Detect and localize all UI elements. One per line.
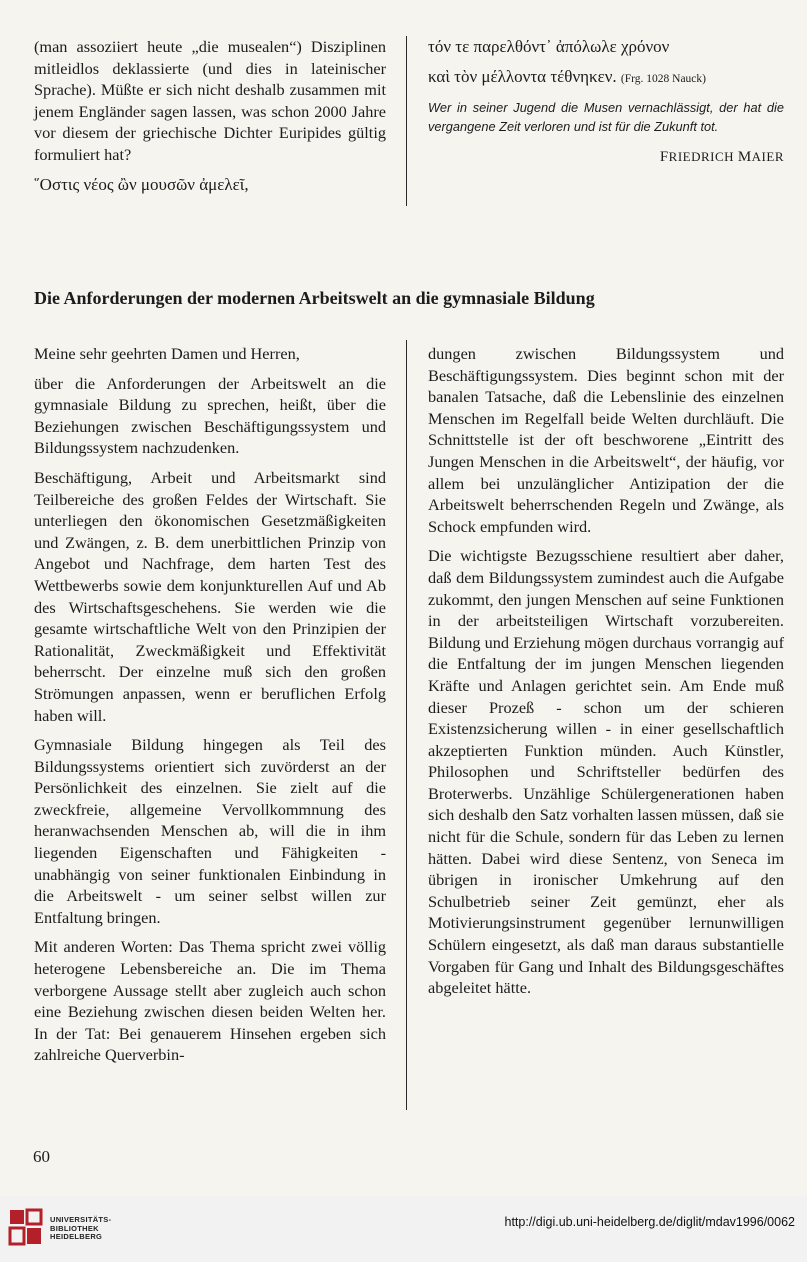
library-name-line-1: UNIVERSITÄTS- <box>50 1215 112 1224</box>
body-paragraph: Mit anderen Worten: Das Thema spricht zwei völlig heterogene Lebensbereiche an. Die im Thema verborgene Aussage stellt aber zugleich auch schon eine Beziehung zwischen diesen beiden Welten her. In der Tat: Bei genauerem Hinsehen ergeben sich zahlreiche Querverbin- <box>34 937 386 1065</box>
library-logo-icon <box>8 1208 44 1248</box>
body-paragraph: über die Anforderungen der Arbeitswelt an die gymnasiale Bildung zu sprechen, heißt, über die Beziehungen zwischen Beschäftigungssystem und Bildungssystem nachzudenken. <box>34 373 386 458</box>
column-divider-bottom <box>406 340 407 1110</box>
body-paragraph: Gymnasiale Bildung hingegen als Teil des Bildungssystems orientiert sich zuvörderst an der Persönlichkeit des einzelnen. Sie zielt auf die zweckfreie, allgemeine Vervollkommnung des heranwachsenden Menschen ab, will die in ihm liegenden Eigenschaften und Fähigkeiten - unabhängig von seiner funktionalen Einbindung in die Arbeitswelt - um seiner selbst willen zur Entfaltung bringen. <box>34 735 386 927</box>
author-initial-1: F <box>659 149 669 165</box>
greek-verse-line-2: τόν τε παρελθόντ᾽ ἀπόλωλε χρόνον <box>428 37 670 56</box>
intro-left-column <box>34 36 386 204</box>
translation: Wer in seiner Jugend die Musen vernachlässigt, der hat die vergangene Zeit verloren und ist für die Zukunft tot. <box>428 100 784 134</box>
author-initial-2: M <box>737 149 752 165</box>
body-paragraph: Meine sehr geehrten Damen und Herren, <box>34 344 300 363</box>
greek-verse-line-3 <box>428 66 784 90</box>
article-heading: Die Anforderungen der modernen Arbeitswelt an die gymnasiale Bildung <box>34 288 595 308</box>
body-right-column <box>428 343 784 1007</box>
library-name-line-3: HEIDELBERG <box>50 1232 103 1241</box>
author-rest-1: RIEDRICH <box>668 149 735 164</box>
greek-verse-line-1: ῞Οστις νέος ὢν μουσῶν ἀμελεῖ, <box>34 174 249 194</box>
library-name <box>50 1216 111 1242</box>
column-divider-top <box>406 36 407 206</box>
author-rest-2: AIER <box>751 149 784 164</box>
body-paragraph: dungen zwischen Bildungssystem und Beschäftigungssystem. Dies beginnt schon mit der banalen Tatsache, daß die Lebenslinie des einzelnen Menschen im Regelfall beide Welten durchläuft. Die Schnittstelle ist der oft beschworene „Eintritt des Jungen Menschen in die Arbeitswelt“, der häufig, vor allem bei unzulänglicher Antizipation der die Arbeitswelt beherrschenden Regeln und Zwänge, als Schock empfunden wird. <box>428 344 784 536</box>
footer-bar <box>0 1196 807 1262</box>
body-left-column <box>34 343 386 1074</box>
greek-source: (Frg. 1028 Nauck) <box>620 73 706 85</box>
intro-right-column <box>428 36 784 169</box>
library-name-line-2: BIBLIOTHEK <box>50 1223 99 1233</box>
author-signature <box>428 146 784 169</box>
page-number: 60 <box>33 1147 50 1166</box>
body-paragraph: Die wichtigste Bezugsschiene resultiert aber daher, daß dem Bildungssystem zumindest auch die Aufgabe zukommt, den jungen Menschen auf seine Funktionen in der arbeitsteiligen Wirtschaft vorzubereiten. Bildung und Erziehung mögen durchaus vorrangig auf die Entfaltung der im jungen Menschen liegenden Kräfte und Anlagen gerichtet sein. Am Ende muß dieser Prozeß - schon um der schieren Existenzsicherung willen - in einer gesellschaftlich akzeptierten Funktion münden. Auch Künstler, Philosophen und Schriftsteller bedürfen des Broterwerbs. Unzählige Schülergenerationen haben sich deshalb den Satz vorhalten lassen müssen, daß sie nicht für die Schule, sondern für das Leben zu lernen hätten. Dabei wird diese Sentenz, von Seneca im übrigen in ironischer Umkehrung auf den Schulbetrieb seiner Zeit gemünzt, eher als Motivierungsinstrument gegenüber lernunwilligen Schülern eingesetzt, als daß man daraus substantielle Vorgaben für Gang und Inhalt des Bildungsgeschäftes abgeleitet hätte. <box>428 546 784 998</box>
body-paragraph: Beschäftigung, Arbeit und Arbeitsmarkt sind Teilbereiche des großen Feldes der Wirtschaft. Sie unterliegen den ökonomischen Gesetzmäßigkeiten und Zwängen, z. B. dem unerbittlichen Prinzip von Angebot und Nachfrage, dem harten Test des Wettbewerbs sowie dem konjunkturellen Auf und Ab des Wirtschaftsgeschehens. Sie werden wie die gesamte wirtschaftliche Welt von den Prinzipien der Rationalität, Zweckmäßigkeit und Effektivität beherrscht. Der einzelne muß sich den großen Strömungen anpassen, wenn er beruflichen Erfolg haben will. <box>34 467 386 725</box>
source-url-link[interactable]: http://digi.ub.uni-heidelberg.de/diglit/mdav1996/0062 <box>504 1215 795 1229</box>
intro-paragraph: (man assoziiert heute „die musealen“) Disziplinen mitleidlos deklassierte (und dies in lateinischer Sprache). Müßte er sich nicht deshalb zusammen mit jenem Engländer sagen lassen, was schon 2000 Jahre vor diesem der griechische Dichter Euripides gültig formuliert hat? <box>34 37 386 164</box>
greek-verse-line-3-text: καὶ τὸν μέλλοντα τέθνηκεν. <box>428 67 617 86</box>
